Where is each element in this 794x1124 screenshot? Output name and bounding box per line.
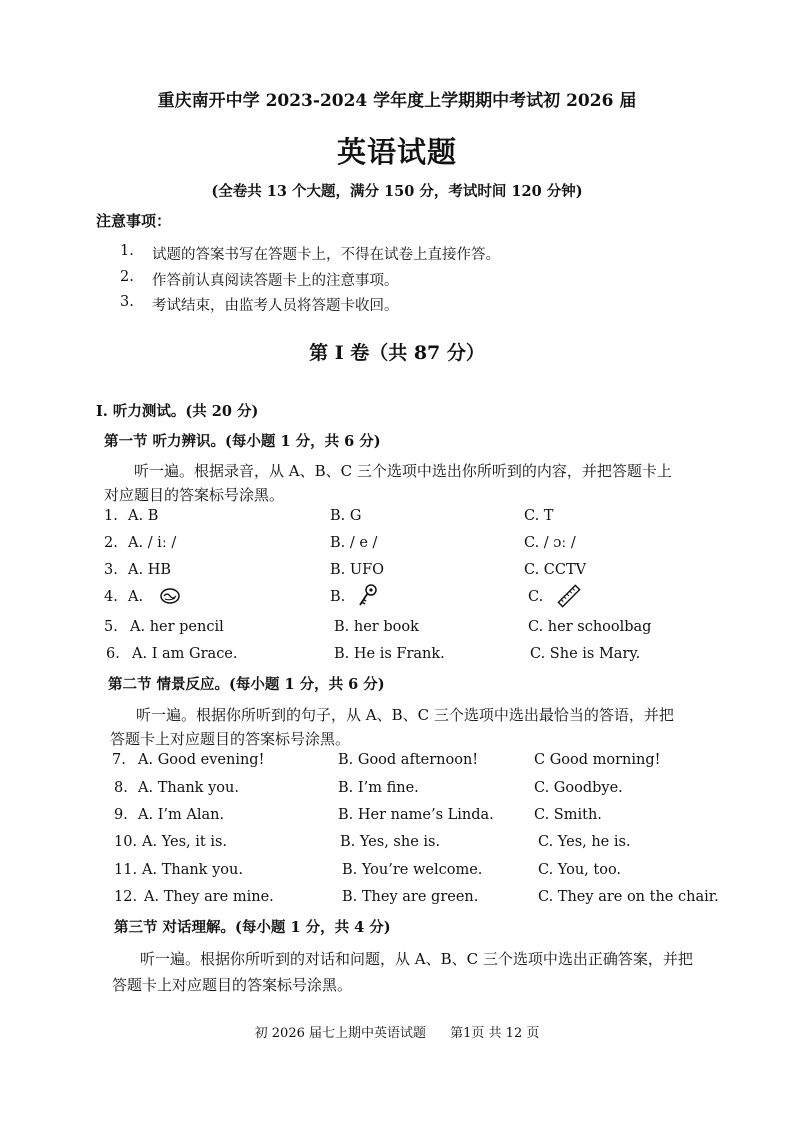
- option-a: A. / iː /: [128, 535, 177, 551]
- option-b: B. You’re welcome.: [342, 862, 483, 878]
- section-instructions: 答题卡上对应题目的答案标号涂黑。: [110, 730, 351, 748]
- option-c: C. CCTV: [524, 562, 587, 578]
- page-title: 英语试题: [336, 135, 457, 169]
- question-row: [0, 508, 794, 530]
- question-row: [0, 646, 794, 668]
- option-b: B. He is Frank.: [334, 646, 445, 662]
- question-row: [0, 889, 794, 911]
- footer-page-number: 第1页 共 12 页: [450, 1026, 540, 1041]
- option-b: B. her book: [334, 619, 419, 635]
- section-instructions: 听一遍。根据你所听到的句子，从 A、B、C 三个选项中选出最恰当的答语，并把: [136, 706, 674, 724]
- option-c: C Good morning!: [534, 752, 661, 768]
- option-a: A. Thank you.: [142, 862, 243, 878]
- question-number: 7.: [112, 752, 126, 768]
- question-number: 10.: [114, 834, 138, 850]
- option-c: C. Smith.: [534, 807, 602, 823]
- exam-header: 重庆南开中学 2023-2024 学年度上学期期中考试初 2026 届: [157, 91, 637, 111]
- question-row: [0, 589, 794, 615]
- notice-text: 作答前认真阅读答题卡上的注意事项。: [152, 273, 399, 289]
- key-icon: [356, 583, 380, 605]
- notice-text: 考试结束，由监考人员将答题卡收回。: [152, 298, 399, 314]
- question-row: [0, 535, 794, 557]
- notice-item: [0, 294, 794, 316]
- option-b: B. I’m fine.: [338, 780, 419, 796]
- option-a: A. B: [128, 508, 159, 524]
- section-title: 第二节 情景反应。(每小题 1 分，共 6 分): [108, 676, 385, 693]
- section-title: 第一节 听力辨识。(每小题 1 分，共 6 分): [104, 433, 381, 450]
- question-number: 2.: [104, 535, 118, 551]
- option-c: C. She is Mary.: [530, 646, 641, 662]
- section-instructions: 听一遍。根据录音，从 A、B、C 三个选项中选出你所听到的内容，并把答题卡上: [134, 462, 672, 480]
- question-row: [0, 862, 794, 884]
- part-title: I. 听力测试。(共 20 分): [96, 403, 259, 420]
- section-instructions: 对应题目的答案标号涂黑。: [104, 486, 285, 504]
- question-number: 8.: [114, 780, 128, 796]
- page-footer: [0, 1022, 794, 1041]
- option-b: B. / e /: [330, 535, 378, 551]
- section-title: 第三节 对话理解。(每小题 1 分，共 4 分): [114, 919, 391, 936]
- question-number: 12.: [114, 889, 138, 905]
- volume-title: 第 I 卷（共 87 分）: [309, 342, 485, 364]
- question-number: 3.: [104, 562, 118, 578]
- option-a: A. They are mine.: [144, 889, 274, 905]
- option-b: B. G: [330, 508, 362, 524]
- option-c: C. You, too.: [538, 862, 622, 878]
- option-a: A. HB: [128, 562, 171, 578]
- ruler-icon: [556, 583, 580, 605]
- exam-subtitle: (全卷共 13 个大题，满分 150 分，考试时间 120 分钟): [211, 183, 583, 200]
- option-b: B. Yes, she is.: [340, 834, 441, 850]
- notice-number: 1.: [120, 243, 134, 259]
- eraser-icon: [158, 585, 182, 607]
- notice-number: 3.: [120, 294, 134, 310]
- option-c: C. Yes, he is.: [538, 834, 631, 850]
- notice-item: [0, 269, 794, 291]
- notice-heading: 注意事项：: [96, 212, 172, 230]
- option-a: A. I’m Alan.: [138, 807, 225, 823]
- question-row: [0, 807, 794, 829]
- question-number: 11.: [114, 862, 138, 878]
- option-c: C.: [528, 589, 544, 605]
- question-number: 1.: [104, 508, 118, 524]
- option-b: B.: [330, 589, 346, 605]
- option-a: A. Thank you.: [138, 780, 239, 796]
- option-c: C. They are on the chair.: [538, 889, 719, 905]
- question-row: [0, 780, 794, 802]
- question-row: [0, 834, 794, 856]
- option-b: B. UFO: [330, 562, 385, 578]
- option-c: C. her schoolbag: [528, 619, 652, 635]
- option-b: B. Her name’s Linda.: [338, 807, 494, 823]
- question-row: [0, 562, 794, 584]
- option-c: C. / ɔː /: [524, 535, 576, 551]
- section-instructions: 答题卡上对应题目的答案标号涂黑。: [112, 976, 353, 994]
- question-number: 6.: [106, 646, 120, 662]
- option-a: A. her pencil: [130, 619, 224, 635]
- notice-number: 2.: [120, 269, 134, 285]
- section-instructions: 听一遍。根据你所听到的对话和问题，从 A、B、C 三个选项中选出正确答案，并把: [140, 950, 693, 968]
- option-a: A. Yes, it is.: [142, 834, 228, 850]
- footer-exam-name: 初 2026 届七上期中英语试题: [254, 1026, 426, 1041]
- question-number: 9.: [114, 807, 128, 823]
- question-number: 5.: [104, 619, 118, 635]
- question-row: [0, 752, 794, 774]
- option-b: B. Good afternoon!: [338, 752, 479, 768]
- option-a: A. I am Grace.: [132, 646, 238, 662]
- question-number: 4.: [104, 589, 118, 605]
- option-c: C. T: [524, 508, 554, 524]
- option-a: A. Good evening!: [138, 752, 265, 768]
- question-row: [0, 619, 794, 641]
- notice-text: 试题的答案书写在答题卡上，不得在试卷上直接作答。: [152, 247, 500, 263]
- option-a: A.: [128, 589, 144, 605]
- option-c: C. Goodbye.: [534, 780, 623, 796]
- option-b: B. They are green.: [342, 889, 479, 905]
- notice-item: [0, 243, 794, 265]
